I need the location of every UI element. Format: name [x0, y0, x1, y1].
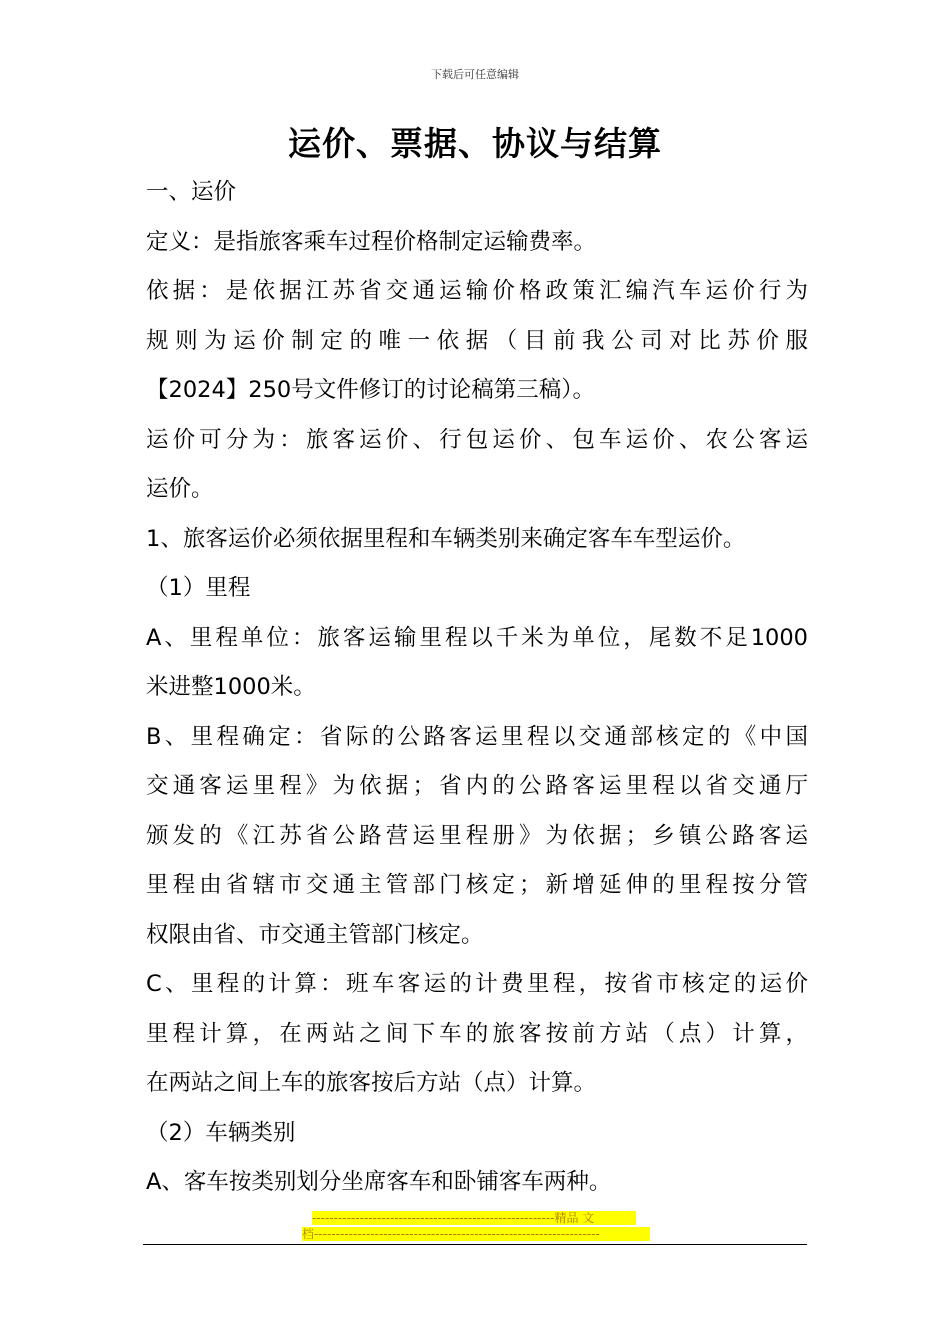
header-note: 下载后可任意编辑: [431, 68, 519, 81]
paragraph-line: A、客车按类别划分坐席客车和卧铺客车两种。: [146, 1169, 612, 1195]
paragraph-line: 在两站之间上车的旅客按后方站（点）计算。: [146, 1070, 597, 1096]
paragraph-line: 定义：是指旅客乘车过程价格制定运输费率。: [146, 228, 597, 255]
section-heading: 一、运价: [146, 179, 237, 205]
paragraph-line: 运价。: [146, 476, 214, 502]
paragraph-line: 规则为运价制定的唯一依据（目前我公司对比苏价服: [146, 327, 808, 354]
subsection-heading: （2）车辆类别: [146, 1119, 296, 1146]
footer-watermark-line2: 档------------------------------------------------------------------: [302, 1227, 650, 1241]
paragraph-line: 交通客运里程》为依据；省内的公路客运里程以省交通厅: [146, 773, 808, 799]
document-body: [146, 168, 808, 1208]
paragraph-line: A、里程单位：旅客运输里程以千米为单位，尾数不足1000: [146, 624, 808, 651]
subsection-heading: （1）里程: [146, 575, 251, 601]
paragraph-line: 米进整1000米。: [146, 674, 316, 700]
paragraph-line: 里程由省辖市交通主管部门核定；新增延伸的里程按分管: [146, 872, 808, 898]
paragraph-line: 依据：是依据江苏省交通运输价格政策汇编汽车运价行为: [146, 278, 808, 304]
paragraph-line: 权限由省、市交通主管部门核定。: [146, 921, 484, 948]
paragraph-line: C、里程的计算：班车客运的计费里程，按省市核定的运价: [146, 971, 808, 997]
paragraph-line: 【2024】250号文件修订的讨论稿第三稿）。: [146, 377, 595, 403]
paragraph-line: 运价可分为：旅客运价、行包运价、包车运价、农公客运: [146, 426, 808, 453]
paragraph-line: 1、旅客运价必须依据里程和车辆类别来确定客车车型运价。: [146, 525, 746, 552]
footer-divider: [143, 1244, 807, 1245]
page-title: 运价、票据、协议与结算: [288, 124, 662, 163]
paragraph-line: 颁发的《江苏省公路营运里程册》为依据；乡镇公路客运: [146, 822, 808, 849]
footer-watermark-line1: --------------------------------------------------------精品 文: [312, 1211, 636, 1225]
paragraph-line: B、里程确定：省际的公路客运里程以交通部核定的《中国: [146, 723, 808, 750]
paragraph-line: 里程计算，在两站之间下车的旅客按前方站（点）计算，: [146, 1020, 808, 1047]
